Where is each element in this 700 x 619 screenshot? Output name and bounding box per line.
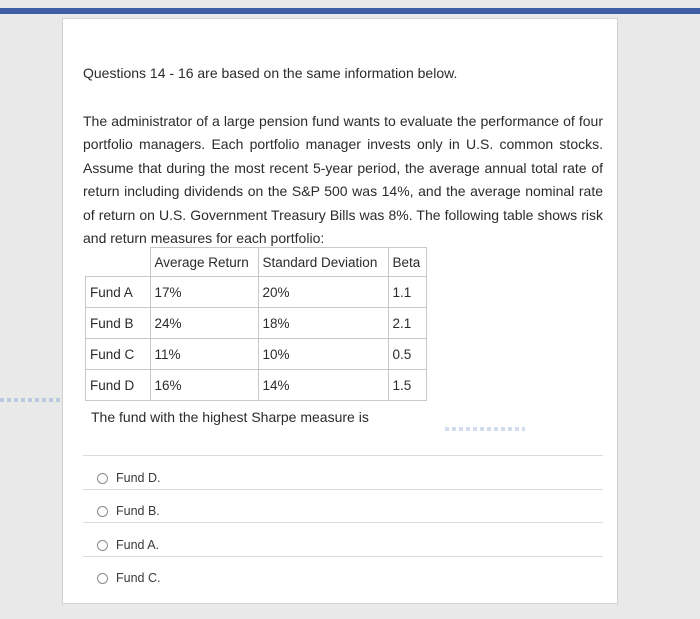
highlight-mark-left [0, 398, 70, 402]
standard-deviation: 10% [258, 339, 388, 370]
table-header-average-return: Average Return [150, 248, 258, 277]
fund-name: Fund C [86, 339, 151, 370]
beta: 1.1 [388, 277, 426, 308]
average-return: 24% [150, 308, 258, 339]
standard-deviation: 18% [258, 308, 388, 339]
answer-option-fund-d[interactable] [97, 471, 160, 485]
radio-button-icon[interactable] [97, 473, 108, 484]
beta: 1.5 [388, 370, 426, 401]
table-row [86, 308, 427, 339]
average-return: 17% [150, 277, 258, 308]
question-header: Questions 14 - 16 are based on the same information below. [83, 65, 458, 81]
question-prompt: The fund with the highest Sharpe measure is [91, 409, 369, 425]
table-row [86, 277, 427, 308]
standard-deviation: 14% [258, 370, 388, 401]
table-header-standard-deviation: Standard Deviation [258, 248, 388, 277]
fund-name: Fund A [86, 277, 151, 308]
table-header-empty [86, 248, 151, 277]
average-return: 16% [150, 370, 258, 401]
radio-button-icon[interactable] [97, 506, 108, 517]
answer-option-label: Fund D. [116, 471, 161, 485]
beta: 0.5 [388, 339, 426, 370]
divider [83, 489, 603, 490]
standard-deviation: 20% [258, 277, 388, 308]
radio-button-icon[interactable] [97, 540, 108, 551]
divider [83, 522, 603, 523]
answer-option-label: Fund A. [116, 538, 160, 552]
table-header-beta: Beta [388, 248, 426, 277]
divider [83, 455, 603, 456]
fund-name: Fund B [86, 308, 151, 339]
beta: 2.1 [388, 308, 426, 339]
answer-option-label: Fund B. [116, 504, 160, 518]
risk-return-table [85, 247, 427, 401]
divider [83, 556, 603, 557]
highlight-mark-right [445, 427, 525, 431]
question-card [62, 18, 618, 604]
answer-option-fund-a[interactable] [97, 538, 159, 552]
radio-button-icon[interactable] [97, 573, 108, 584]
problem-description: The administrator of a large pension fund wants to evaluate the performance of four portfolio managers. Each portfolio manager invests only in U.S. common stocks. Assume that during the most recent 5-year period, the average annual total rate of return including dividends on the S&P 500 was 14%, and the average nominal rate of return on U.S. Government Treasury Bills was 8%. The following table shows risk and return measures for each portfolio: [83, 113, 603, 247]
answer-option-fund-c[interactable] [97, 571, 160, 585]
top-bar [0, 8, 700, 14]
answer-option-label: Fund C. [116, 571, 161, 585]
table-row [86, 339, 427, 370]
answer-option-fund-b[interactable] [97, 504, 160, 518]
average-return: 11% [150, 339, 258, 370]
fund-name: Fund D [86, 370, 151, 401]
table-header-row [86, 248, 427, 277]
table-row [86, 370, 427, 401]
